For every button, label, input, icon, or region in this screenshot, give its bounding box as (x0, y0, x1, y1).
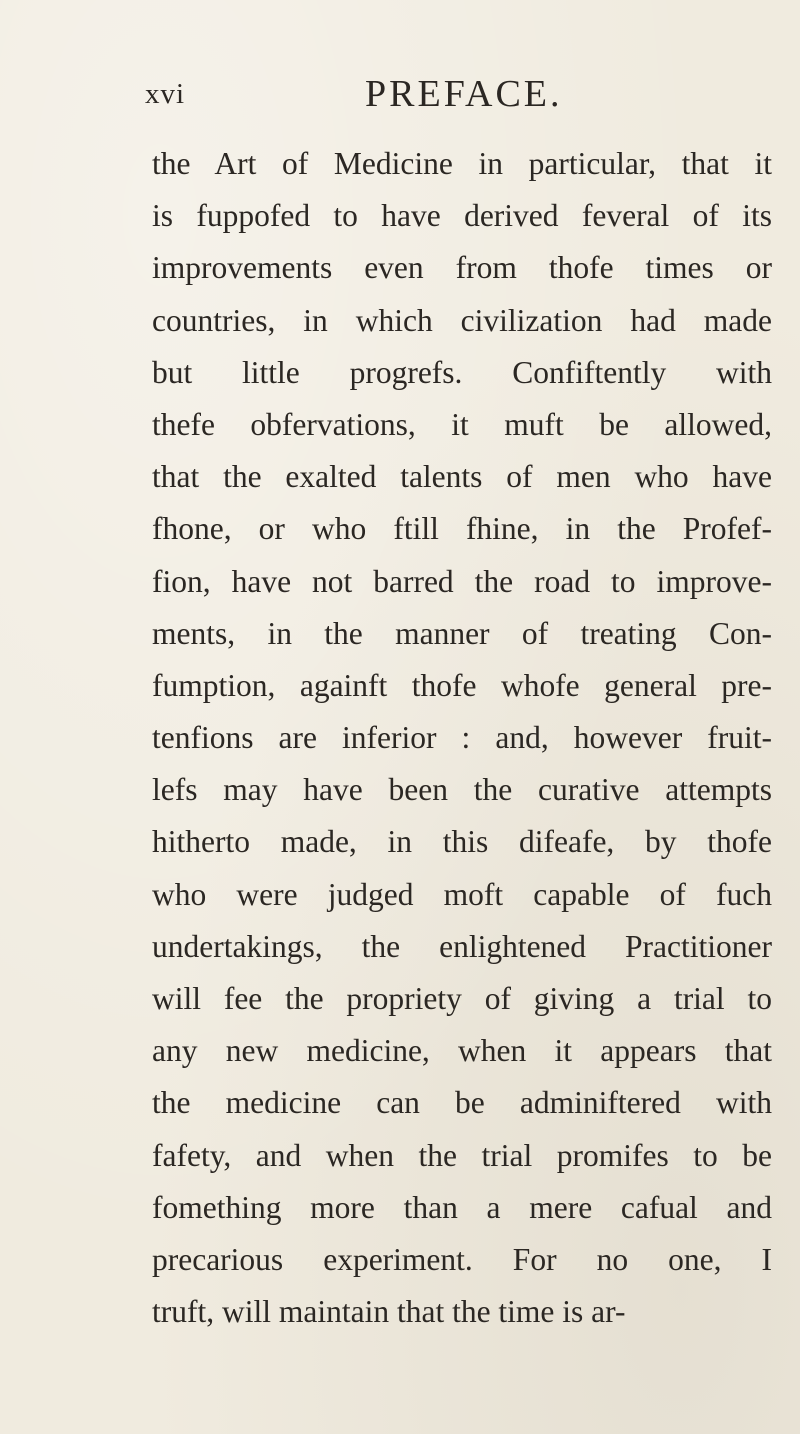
text-line: fion, have not barred the road to improve- (152, 563, 772, 599)
body-text (152, 138, 772, 1338)
text-line: the medicine can be adminiftered with (152, 1085, 772, 1121)
running-head (145, 72, 705, 122)
text-line: is fuppofed to have derived feveral of its (152, 198, 772, 234)
text-line: will fee the propriety of giving a trial to (152, 981, 772, 1016)
text-line: precarious experiment. For no one, I (152, 1241, 772, 1277)
text-line: but little progrefs. Confiftently with (152, 354, 772, 390)
text-line: the Art of Medicine in particular, that it (152, 146, 772, 181)
text-line: fomething more than a mere cafual and (152, 1189, 772, 1225)
text-line: undertakings, the enlightened Practitioner (152, 928, 772, 964)
text-line: who were judged moft capable of fuch (152, 876, 772, 912)
text-line: fafety, and when the trial promifes to be (152, 1137, 772, 1173)
page-title: PREFACE. (365, 73, 563, 115)
text-line: fhone, or who ftill fhine, in the Profef- (152, 511, 772, 547)
text-line: countries, in which civilization had made (152, 302, 772, 338)
text-line: truft, will maintain that the time is ar- (152, 1294, 626, 1330)
text-line: that the exalted talents of men who have (152, 459, 772, 495)
text-line: hitherto made, in this difeafe, by thofe (152, 824, 772, 860)
text-line: ments, in the manner of treating Con- (152, 615, 772, 651)
page-number: xvi (145, 78, 186, 110)
text-line: fumption, againft thofe whofe general pre- (152, 667, 772, 703)
text-line: lefs may have been the curative attempts (152, 772, 772, 808)
text-line: any new medicine, when it appears that (152, 1033, 772, 1069)
text-line: thefe obfervations, it muft be allowed, (152, 406, 772, 442)
text-line: tenfions are inferior : and, however fruit- (152, 720, 772, 756)
text-line: improvements even from thofe times or (152, 250, 772, 286)
